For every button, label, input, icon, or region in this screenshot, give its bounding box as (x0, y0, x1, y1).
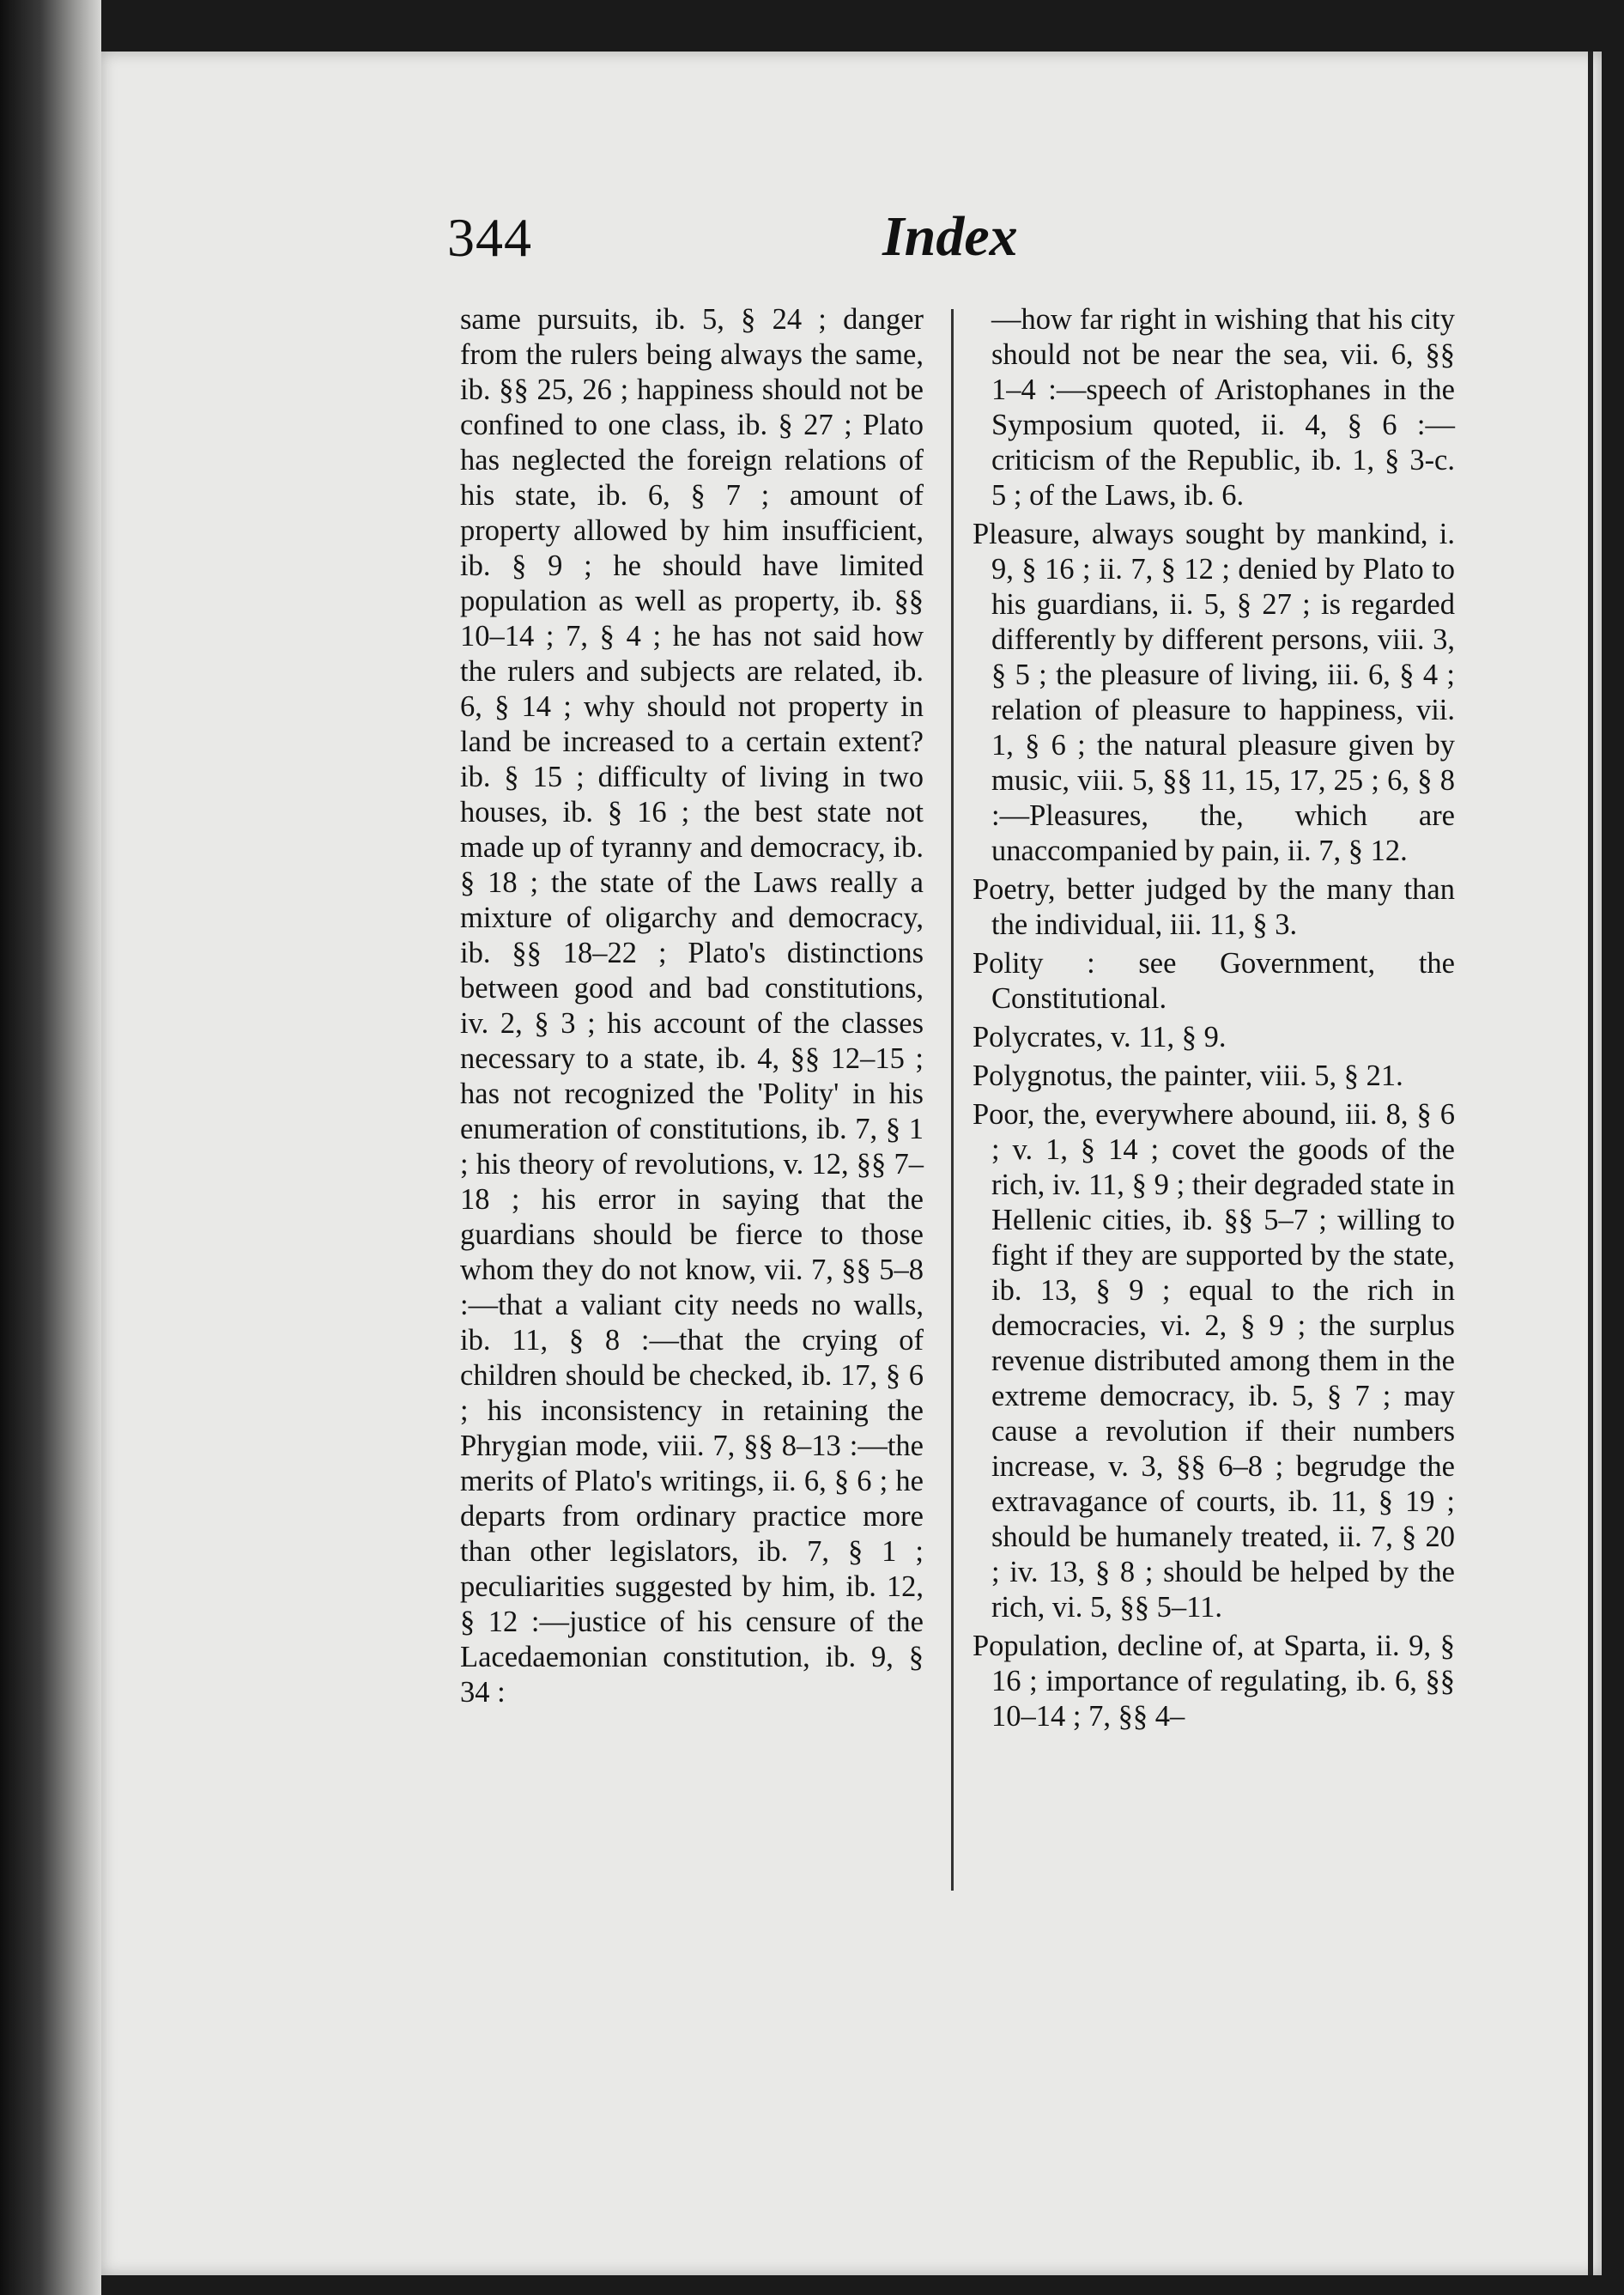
index-entry: same pursuits, ib. 5, § 24 ; danger from the rulers being always the same, ib. §§ 25, 26 ; happiness should not be confined to one class, ib. § 27 ; Plato has neglected the foreign relations of his state, ib. 6, § 7 ; amount of property allowed by him insufficient, ib. § 9 ; he should have limited population as well as property, ib. §§ 10–14 ; 7, § 4 ; he has not said how the rulers and subjects are related, ib. 6, § 14 ; why should not property in land be increased to a certain extent? ib. § 15 ; difficulty of living in two houses, ib. § 16 ; the best state not made up of tyranny and democracy, ib. § 18 ; the state of the Laws really a mixture of oligarchy and democracy, ib. §§ 18–22 ; Plato's distinctions between good and bad constitutions, iv. 2, § 3 ; his account of the classes necessary to a state, ib. 4, §§ 12–15 ; has not recognized the 'Polity' in his enumeration of constitutions, ib. 7, § 1 ; his theory of revolutions, v. 12, §§ 7–18 ; his error in saying that the guardians should be fierce to those whom they do not know, vii. 7, §§ 5–8 :—that a valiant city needs no walls, ib. 11, § 8 :—that the crying of children should be checked, ib. 17, § 6 ; his inconsistency in retaining the Phrygian mode, viii. 7, §§ 8–13 :—the merits of Plato's writings, ii. 6, § 6 ; he departs from ordinary practice more than other legislators, ib. 7, § 1 ; peculiarities suggested by him, ib. 12, § 12 :—justice of his censure of the Lacedaemonian constitution, ib. 9, § 34 : (460, 303, 924, 1709)
column-divider (951, 309, 954, 1891)
index-entry-polity: Polity : see Government, the Constitutional. (973, 947, 1455, 1015)
index-entry-pleasure: Pleasure, always sought by mankind, i. 9, § 16 ; ii. 7, § 12 ; denied by Plato to his guardians, ii. 5, § 27 ; is regarded differently by different persons, viii. 3, § 5 ; the pleasure of living, iii. 6, § 4 ; relation of pleasure to happiness, vii. 1, § 6 ; the natural pleasure given by music, viii. 5, §§ 11, 15, 17, 25 ; 6, § 8 :—Pleasures, the, which are unaccompanied by pain, ii. 7, § 12. (973, 518, 1455, 867)
index-column-right (973, 302, 1455, 1738)
page-title: Index (882, 205, 1018, 268)
index-entry-poetry: Poetry, better judged by the many than the individual, iii. 11, § 3. (973, 873, 1455, 941)
index-entry-polygnotus: Polygnotus, the painter, viii. 5, § 21. (973, 1059, 1403, 1092)
page-edge (1588, 52, 1593, 2275)
index-entry-polycrates: Polycrates, v. 11, § 9. (973, 1021, 1227, 1053)
index-entry-population: Population, decline of, at Sparta, ii. 9, § 16 ; importance of regulating, ib. 6, §§ 10–14 ; 7, §§ 4– (973, 1630, 1455, 1733)
index-entry-poor: Poor, the, everywhere abound, iii. 8, § 6 ; v. 1, § 14 ; covet the goods of the rich, iv. 11, § 9 ; their degraded state in Hellenic cities, ib. §§ 5–7 ; willing to fight if they are supported by the state, ib. 13, § 9 ; equal to the rich in democracies, vi. 2, § 9 ; the surplus revenue distributed among them in the extreme democracy, ib. 5, § 7 ; may cause a revolution if their numbers increase, v. 3, §§ 6–8 ; begrudge the extravagance of courts, ib. 11, § 19 ; should be humanely treated, ii. 7, § 20 ; iv. 13, § 8 ; should be helped by the rich, vi. 5, §§ 5–11. (973, 1098, 1455, 1624)
index-column-left (460, 302, 924, 1714)
book-spine (0, 0, 101, 2295)
index-entry: —how far right in wishing that his city should not be near the sea, vii. 6, §§ 1–4 :—speech of Aristophanes in the Symposium quoted, ii. 4, § 6 :—criticism of the Republic, ib. 1, § 3-c. 5 ; of the Laws, ib. 6. (991, 303, 1455, 512)
page-number: 344 (447, 207, 532, 268)
